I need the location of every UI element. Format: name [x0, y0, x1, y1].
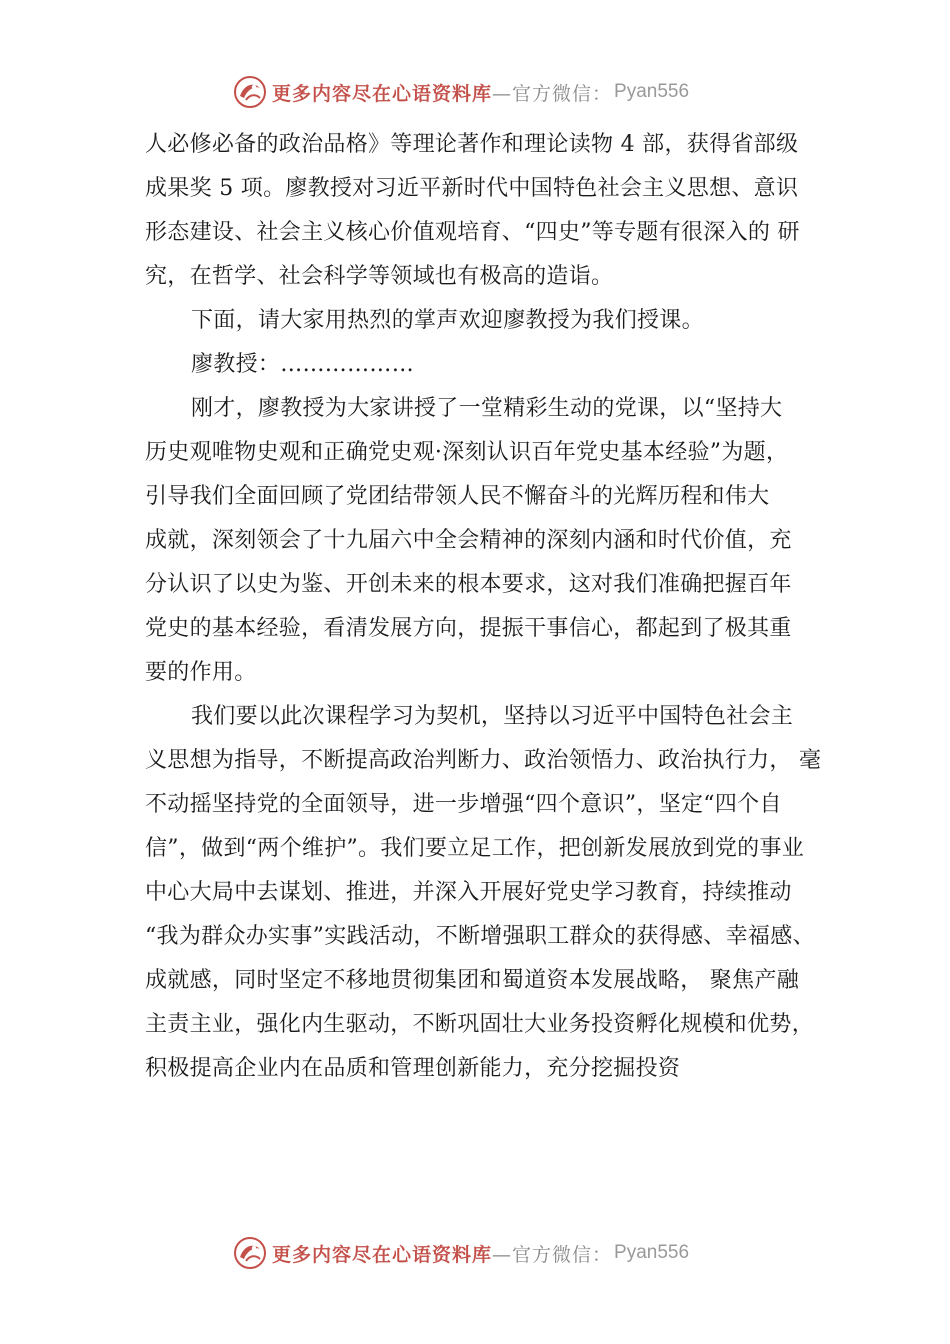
- body-line: 历史观唯物史观和正确党史观·深刻认识百年党史基本经验”为题，: [145, 440, 789, 465]
- body-line: 积极提高企业内在品质和管理创新能力，充分挖掘投资: [145, 1056, 681, 1081]
- body-line: 我们要以此次课程学习为契机，坚持以习近平中国特色社会主: [191, 704, 794, 729]
- header-banner: [232, 72, 689, 112]
- header-wechat-id: Pyan556: [614, 81, 690, 102]
- logo-icon: [232, 74, 268, 110]
- body-line: 党史的基本经验，看清发展方向，提振干事信心，都起到了极其重: [145, 616, 792, 641]
- body-line: 要的作用。: [145, 660, 257, 685]
- body-line: 刚才，廖教授为大家讲授了一堂精彩生动的党课，以“坚持大: [191, 396, 783, 421]
- body-line: 人必修必备的政治品格》等理论著作和理论读物 4 部，获得省部级: [145, 132, 799, 157]
- body-line: 信”，做到“两个维护”。我们要立足工作，把创新发展放到党的事业: [145, 836, 805, 861]
- footer-brand-text: 更多内容尽在心语资料库: [272, 1243, 493, 1266]
- footer-banner: [232, 1233, 689, 1273]
- body-line: 形态建设、社会主义核心价值观培育、“四史”等专题有很深入的 研: [145, 220, 800, 245]
- body-line: 分认识了以史为鉴、开创未来的根本要求，这对我们准确把握百年: [145, 572, 792, 597]
- footer-separator-text: —官方微信：: [492, 1243, 613, 1266]
- body-line: 究，在哲学、社会科学等领域也有极高的造诣。: [145, 264, 614, 289]
- body-line: 中心大局中去谋划、推进，并深入开展好党史学习教育，持续推动: [145, 880, 792, 905]
- body-line: “我为群众办实事”实践活动，不断增强职工群众的获得感、幸福感、: [145, 924, 815, 949]
- footer-wechat-id: Pyan556: [614, 1242, 690, 1263]
- logo-icon: [232, 1235, 268, 1271]
- body-line: 下面，请大家用热烈的掌声欢迎廖教授为我们授课。: [191, 308, 704, 333]
- body-line: 廖教授：………………: [191, 352, 415, 377]
- body-line: 义思想为指导，不断提高政治判断力、政治领悟力、政治执行力， 毫: [145, 748, 822, 773]
- header-separator-text: —官方微信：: [492, 82, 613, 105]
- body-line: 成果奖 5 项。廖教授对习近平新时代中国特色社会主义思想、意识: [145, 176, 799, 201]
- body-line: 成就，深刻领会了十九届六中全会精神的深刻内涵和时代价值，充: [145, 528, 792, 553]
- body-line: 不动摇坚持党的全面领导，进一步增强“四个意识”，坚定“四个自: [145, 792, 782, 817]
- body-line: 成就感，同时坚定不移地贯彻集团和蜀道资本发展战略， 聚焦产融: [145, 968, 799, 993]
- body-line: 主责主业，强化内生驱动，不断巩固壮大业务投资孵化规模和优势，: [145, 1012, 815, 1037]
- document-body: [145, 123, 835, 1091]
- body-line: 引导我们全面回顾了党团结带领人民不懈奋斗的光辉历程和伟大: [145, 484, 770, 509]
- header-brand-text: 更多内容尽在心语资料库: [272, 82, 493, 105]
